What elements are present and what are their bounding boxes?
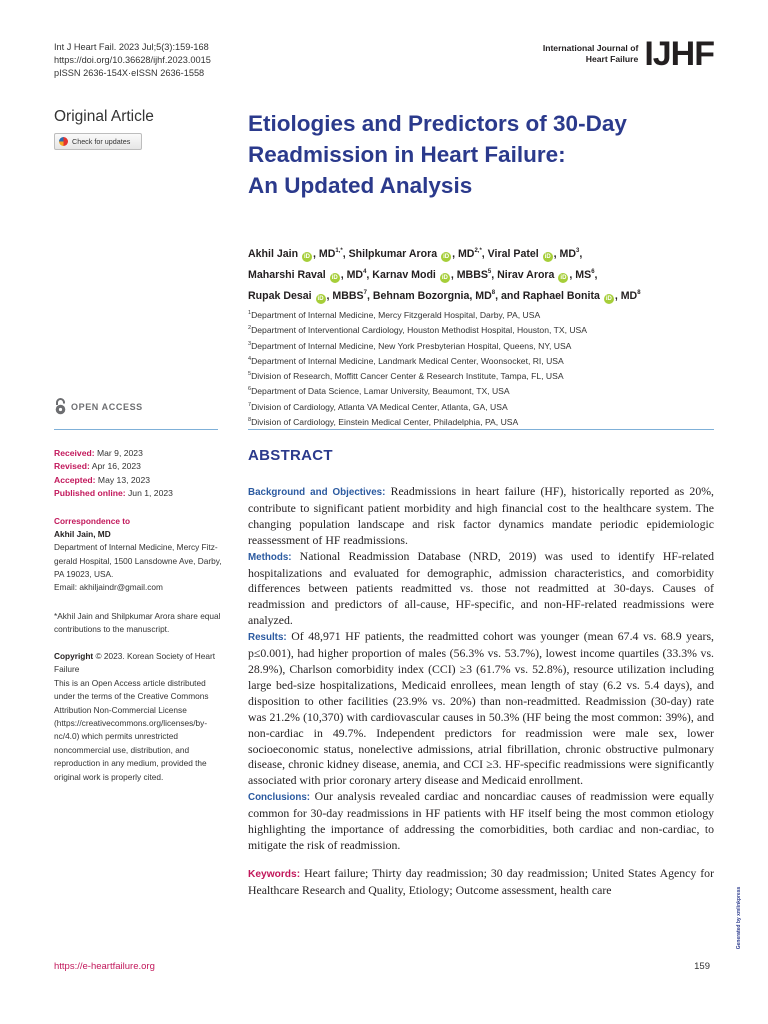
- date-accepted: Accepted: May 13, 2023: [54, 474, 151, 485]
- copyright-line: Copyright © 2023. Korean Society of Heart Failure: [54, 651, 216, 675]
- date-revised: Revised: Apr 16, 2023: [54, 461, 141, 472]
- author-list: [248, 242, 718, 305]
- generator-note: Generated by xmlinkpress: [736, 886, 742, 950]
- abstract-background: Background and Objectives: Readmissions in heart failure (HF), historically reported as 20%, contribute to significant patient morbidity and high financial cost to the healthcare system. The changing population landscape and risk factor dynamics mandate periodic epidemiologic reassessment of HF readmissions.: [248, 484, 714, 547]
- orcid-icon[interactable]: iD: [304, 254, 310, 260]
- correspondence-heading: Correspondence to: [54, 516, 131, 526]
- orcid-icon[interactable]: iD: [605, 296, 612, 302]
- page-number: 159: [694, 961, 710, 972]
- title-line: Etiologies and Predictors of 30-Day: [248, 111, 627, 136]
- title-line: An Updated Analysis: [248, 173, 473, 198]
- orcid-icon[interactable]: iD: [560, 275, 567, 281]
- article-title: [248, 108, 718, 201]
- affiliation-item: $^4$Department of Internal Medicine, Landmark Medical Center, Woonsocket, RI, USA: [248, 355, 564, 366]
- affiliation-item: $^5$Division of Research, Moffitt Cancer Center & Research Institute, Tampa, FL, USA: [248, 371, 564, 382]
- abstract-body: [248, 484, 714, 899]
- divider: [54, 429, 218, 430]
- abstract-results: Results: Of 48,971 HF patients, the readmitted cohort was younger (mean 67.4 vs. 68.9 years, p≤0.001), had higher proportion of males (56.3% vs. 53.7%), lowest income quartiles (33.3% vs. 28.9%), Charlson comorbidity index (CCI) ≥3 (61.7% vs. 52.8%), resource utilization including large bed-size hospitalizations, Medicaid enrollees, mean length of stay (6.2 vs. 5.4 days), and disposition to other facilities (23.9% vs. 20%) than non-readmitted. Readmission (30-day) rate was 21.2% (10,370) with cardiovascular causes in 50.3% (HF being the most common: 39%), and non-cardiac in 49.7%. Independent predictors for readmission were male sex, lower socioeconomic status, nonelective admissions, atrial fibrillation, chronic obstructive pulmonary disease, chronic kidney disease, anemia, and CCI ≥3. HF-specific readmissions were significantly associated with prior coronary artery disease and Medicaid enrollment.: [248, 629, 714, 788]
- correspondence-email[interactable]: Email: akhiljaindr@gmail.com: [54, 582, 163, 593]
- doi-link[interactable]: https://doi.org/10.36628/ijhf.2023.0015: [54, 55, 211, 65]
- open-lock-icon: [54, 398, 67, 415]
- divider: [248, 429, 714, 430]
- correspondence: [54, 515, 224, 594]
- abstract-conclusions: Conclusions: Our analysis revealed cardiac and noncardiac causes of readmission were equally common for 30-day readmissions in HF patients with HF itself being the most common etiology highlighting the importance of addressing the comorbidities, both cardiac and non-cardiac, to mitigate the risk of readmission.: [248, 789, 714, 852]
- date-published: Published online: Jun 1, 2023: [54, 488, 173, 499]
- journal-name: International Journal of Heart Failure: [542, 43, 639, 64]
- license-text: This is an Open Access article distributed under the terms of the Creative Commons Attribution Non-Commercial License (https://creativecommons.org/licenses/by-nc/4.0) which permits unrestricted noncommercial use, distribution, and reproduction in any medium, provided the original work is properly cited.: [54, 677, 209, 782]
- check-for-updates-button[interactable]: [54, 133, 142, 150]
- author-line: Rupak Desai iD , MBBS$^7$, Behnam Bozorgnia, $MD^8$, and Raphael Bonita iD , $MD^8$: [248, 290, 641, 302]
- journal-brand: [543, 37, 714, 71]
- citation-meta: [54, 41, 211, 80]
- orcid-icon[interactable]: iD: [544, 254, 551, 260]
- citation: Int J Heart Fail. 2023 Jul;5(3):159-168: [54, 42, 209, 52]
- copyright-block: [54, 650, 224, 784]
- orcid-icon[interactable]: iD: [331, 275, 338, 281]
- check-updates-icon: [59, 137, 68, 146]
- abstract-heading: ABSTRACT: [248, 447, 333, 464]
- abstract-methods: Methods: National Readmission Database (NRD, 2019) was used to identify HF-related hospitalizations and evaluated for demographic, admission characteristics, and comorbidity differences between patients readmitted vs. those not readmitted at 30-days. Causes of readmission and predictors of all-cause, HF-specific, and non-HF-related readmissions were analyzed.: [248, 548, 714, 628]
- equal-contribution-note: *Akhil Jain and Shilpkumar Arora share equal contributions to the manuscript.: [54, 611, 221, 635]
- orcid-icon[interactable]: iD: [317, 296, 324, 302]
- check-updates-label: Check for updates: [72, 137, 131, 146]
- affiliation-item: $^1$Department of Internal Medicine, Mercy Fitzgerald Hospital, Darby, PA, USA: [248, 310, 541, 320]
- issn: pISSN 2636-154X·eISSN 2636-1558: [54, 68, 205, 78]
- journal-website-link[interactable]: https://e-heartfailure.org: [54, 961, 155, 972]
- affiliation-item: $^2$Department of Interventional Cardiology, Houston Methodist Hospital, Houston, TX, USA: [248, 325, 588, 336]
- orcid-icon[interactable]: iD: [443, 254, 450, 260]
- affiliation-item: $^7$Division of Cardiology, Atlanta VA Medical Center, Atlanta, GA, USA: [248, 401, 508, 412]
- author-line: Akhil Jain iD , $MD^{1,*}$, Shilpkumar Arora iD , $MD^{2,*}$, Viral Patel iD , $MD^3$,: [248, 248, 583, 260]
- open-access-badge: [54, 398, 143, 415]
- correspondence-name: Akhil Jain, MD: [54, 529, 111, 540]
- journal-logo: IJHF: [644, 35, 714, 73]
- correspondence-address: Department of Internal Medicine, Mercy Fitz-gerald Hospital, 1500 Lansdowne Ave, Darby, PA 19023, USA.: [54, 542, 222, 579]
- affiliation-list: [248, 307, 718, 429]
- date-received: Received: Mar 9, 2023: [54, 448, 143, 458]
- affiliation-item: $^6$Department of Data Science, Lamar University, Beaumont, TX, USA: [248, 386, 510, 397]
- author-line: Maharshi Raval iD , $MD^4$, Karnav Modi iD , MBBS$^5$, Nirav Arora iD , $MS^6$,: [248, 269, 598, 281]
- article-dates: [54, 447, 173, 501]
- article-type: Original Article: [54, 108, 154, 125]
- abstract-keywords: Keywords: Heart failure; Thirty day readmission; 30 day readmission; United States Agency for Healthcare Research and Quality, Etiology; Outcome assessment, health care: [248, 865, 714, 897]
- open-access-label: OPEN ACCESS: [71, 401, 143, 412]
- affiliation-item: $^3$Department of Internal Medicine, New York Presbyterian Hospital, Queens, NY, USA: [248, 340, 572, 351]
- title-line: Readmission in Heart Failure:: [248, 142, 566, 167]
- affiliation-item: $^8$Division of Cardiology, Einstein Medical Center, Philadelphia, PA, USA: [248, 417, 519, 428]
- orcid-icon[interactable]: iD: [441, 275, 448, 281]
